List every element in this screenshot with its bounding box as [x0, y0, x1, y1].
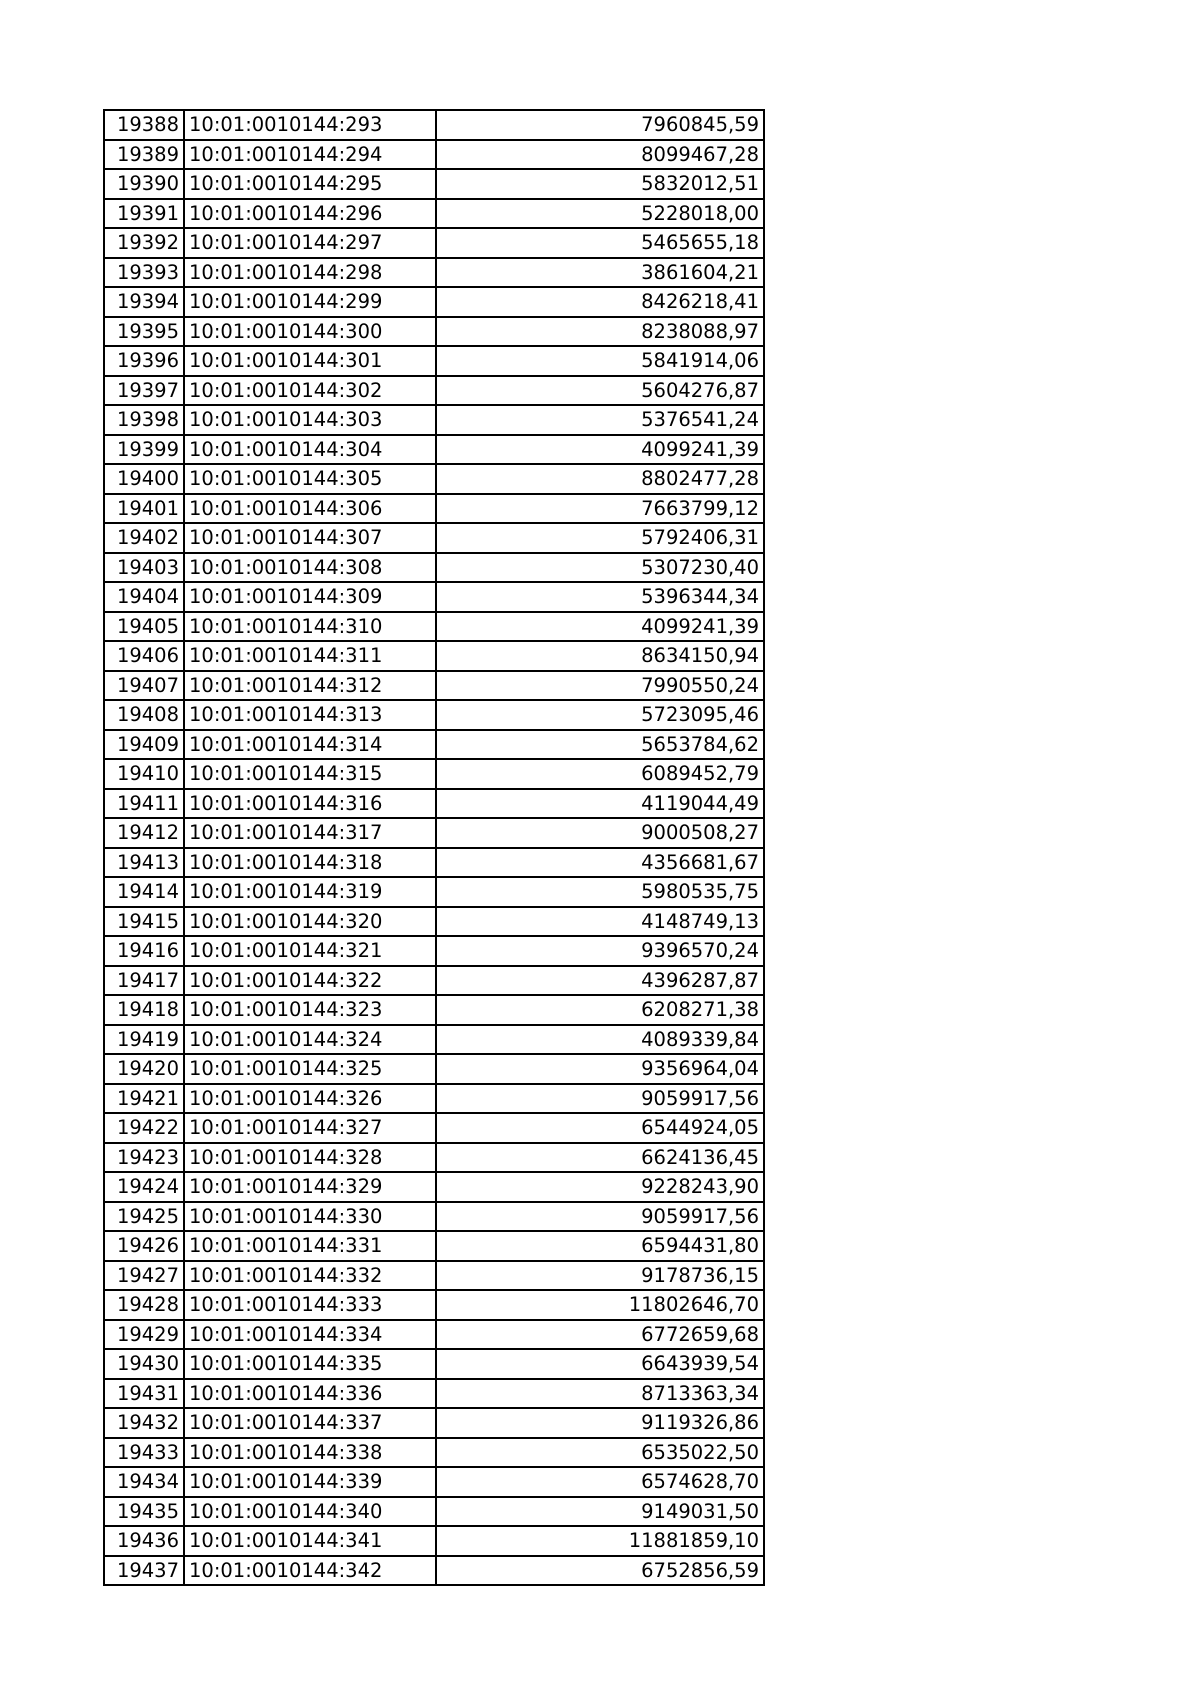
cadastral-number-cell: 10:01:0010144:317 — [184, 818, 436, 848]
table-row — [104, 641, 764, 671]
table-row — [104, 376, 764, 406]
row-number-cell: 19392 — [104, 228, 184, 258]
row-number-cell: 19433 — [104, 1438, 184, 1468]
row-number-cell: 19426 — [104, 1231, 184, 1261]
table-row — [104, 1290, 764, 1320]
cadastral-number-cell: 10:01:0010144:299 — [184, 287, 436, 317]
value-cell: 6594431,80 — [436, 1231, 764, 1261]
table-row — [104, 582, 764, 612]
table-row — [104, 1556, 764, 1586]
table-row — [104, 199, 764, 229]
cadastral-number-cell: 10:01:0010144:313 — [184, 700, 436, 730]
cadastral-number-cell: 10:01:0010144:339 — [184, 1467, 436, 1497]
table-row — [104, 612, 764, 642]
row-number-cell: 19418 — [104, 995, 184, 1025]
row-number-cell: 19400 — [104, 464, 184, 494]
row-number-cell: 19412 — [104, 818, 184, 848]
row-number-cell: 19396 — [104, 346, 184, 376]
table-row — [104, 907, 764, 937]
value-cell: 5376541,24 — [436, 405, 764, 435]
cadastral-number-cell: 10:01:0010144:309 — [184, 582, 436, 612]
value-cell: 4089339,84 — [436, 1025, 764, 1055]
row-number-cell: 19389 — [104, 140, 184, 170]
table-row — [104, 346, 764, 376]
row-number-cell: 19416 — [104, 936, 184, 966]
cadastral-number-cell: 10:01:0010144:295 — [184, 169, 436, 199]
value-cell: 9119326,86 — [436, 1408, 764, 1438]
value-cell: 5307230,40 — [436, 553, 764, 583]
row-number-cell: 19427 — [104, 1261, 184, 1291]
row-number-cell: 19434 — [104, 1467, 184, 1497]
table-row — [104, 405, 764, 435]
value-cell: 4396287,87 — [436, 966, 764, 996]
table-body — [104, 110, 764, 1585]
row-number-cell: 19399 — [104, 435, 184, 465]
row-number-cell: 19409 — [104, 730, 184, 760]
table-row — [104, 818, 764, 848]
value-cell: 9059917,56 — [436, 1202, 764, 1232]
cadastral-number-cell: 10:01:0010144:316 — [184, 789, 436, 819]
value-cell: 8713363,34 — [436, 1379, 764, 1409]
value-cell: 6624136,45 — [436, 1143, 764, 1173]
value-cell: 8099467,28 — [436, 140, 764, 170]
table-row — [104, 1526, 764, 1556]
value-cell: 6535022,50 — [436, 1438, 764, 1468]
table-row — [104, 789, 764, 819]
value-cell: 7663799,12 — [436, 494, 764, 524]
value-cell: 6752856,59 — [436, 1556, 764, 1586]
table-row — [104, 228, 764, 258]
cadastral-number-cell: 10:01:0010144:324 — [184, 1025, 436, 1055]
row-number-cell: 19407 — [104, 671, 184, 701]
cadastral-number-cell: 10:01:0010144:321 — [184, 936, 436, 966]
row-number-cell: 19414 — [104, 877, 184, 907]
value-cell: 4099241,39 — [436, 612, 764, 642]
table-row — [104, 435, 764, 465]
table-row — [104, 700, 764, 730]
value-cell: 6544924,05 — [436, 1113, 764, 1143]
row-number-cell: 19436 — [104, 1526, 184, 1556]
table-row — [104, 287, 764, 317]
cadastral-number-cell: 10:01:0010144:294 — [184, 140, 436, 170]
cadastral-number-cell: 10:01:0010144:312 — [184, 671, 436, 701]
cadastral-number-cell: 10:01:0010144:297 — [184, 228, 436, 258]
row-number-cell: 19388 — [104, 110, 184, 140]
value-cell: 9059917,56 — [436, 1084, 764, 1114]
value-cell: 5653784,62 — [436, 730, 764, 760]
data-table — [103, 109, 765, 1586]
cadastral-number-cell: 10:01:0010144:305 — [184, 464, 436, 494]
table-row — [104, 110, 764, 140]
table-row — [104, 1025, 764, 1055]
value-cell: 11802646,70 — [436, 1290, 764, 1320]
table-row — [104, 523, 764, 553]
value-cell: 8802477,28 — [436, 464, 764, 494]
row-number-cell: 19413 — [104, 848, 184, 878]
table-row — [104, 1054, 764, 1084]
row-number-cell: 19415 — [104, 907, 184, 937]
row-number-cell: 19390 — [104, 169, 184, 199]
cadastral-number-cell: 10:01:0010144:329 — [184, 1172, 436, 1202]
value-cell: 4356681,67 — [436, 848, 764, 878]
row-number-cell: 19397 — [104, 376, 184, 406]
cadastral-number-cell: 10:01:0010144:303 — [184, 405, 436, 435]
row-number-cell: 19432 — [104, 1408, 184, 1438]
cadastral-number-cell: 10:01:0010144:323 — [184, 995, 436, 1025]
table-row — [104, 848, 764, 878]
value-cell: 5980535,75 — [436, 877, 764, 907]
row-number-cell: 19398 — [104, 405, 184, 435]
value-cell: 8238088,97 — [436, 317, 764, 347]
value-cell: 11881859,10 — [436, 1526, 764, 1556]
table-row — [104, 877, 764, 907]
table-row — [104, 1349, 764, 1379]
value-cell: 6772659,68 — [436, 1320, 764, 1350]
row-number-cell: 19428 — [104, 1290, 184, 1320]
cadastral-number-cell: 10:01:0010144:327 — [184, 1113, 436, 1143]
row-number-cell: 19417 — [104, 966, 184, 996]
cadastral-number-cell: 10:01:0010144:322 — [184, 966, 436, 996]
table-row — [104, 258, 764, 288]
row-number-cell: 19394 — [104, 287, 184, 317]
value-cell: 6643939,54 — [436, 1349, 764, 1379]
table-row — [104, 1438, 764, 1468]
cadastral-number-cell: 10:01:0010144:334 — [184, 1320, 436, 1350]
row-number-cell: 19410 — [104, 759, 184, 789]
cadastral-number-cell: 10:01:0010144:302 — [184, 376, 436, 406]
value-cell: 6089452,79 — [436, 759, 764, 789]
value-cell: 5604276,87 — [436, 376, 764, 406]
row-number-cell: 19405 — [104, 612, 184, 642]
value-cell: 9149031,50 — [436, 1497, 764, 1527]
row-number-cell: 19391 — [104, 199, 184, 229]
table-row — [104, 1408, 764, 1438]
cadastral-number-cell: 10:01:0010144:318 — [184, 848, 436, 878]
table-row — [104, 995, 764, 1025]
cadastral-number-cell: 10:01:0010144:341 — [184, 1526, 436, 1556]
value-cell: 9000508,27 — [436, 818, 764, 848]
value-cell: 4119044,49 — [436, 789, 764, 819]
table-row — [104, 759, 764, 789]
row-number-cell: 19403 — [104, 553, 184, 583]
value-cell: 6208271,38 — [436, 995, 764, 1025]
cadastral-number-cell: 10:01:0010144:314 — [184, 730, 436, 760]
cadastral-number-cell: 10:01:0010144:342 — [184, 1556, 436, 1586]
value-cell: 5465655,18 — [436, 228, 764, 258]
row-number-cell: 19437 — [104, 1556, 184, 1586]
cadastral-number-cell: 10:01:0010144:335 — [184, 1349, 436, 1379]
cadastral-number-cell: 10:01:0010144:308 — [184, 553, 436, 583]
table-row — [104, 1231, 764, 1261]
cadastral-number-cell: 10:01:0010144:340 — [184, 1497, 436, 1527]
table-row — [104, 553, 764, 583]
cadastral-number-cell: 10:01:0010144:293 — [184, 110, 436, 140]
cadastral-number-cell: 10:01:0010144:338 — [184, 1438, 436, 1468]
table-row — [104, 317, 764, 347]
row-number-cell: 19430 — [104, 1349, 184, 1379]
row-number-cell: 19406 — [104, 641, 184, 671]
row-number-cell: 19429 — [104, 1320, 184, 1350]
value-cell: 7990550,24 — [436, 671, 764, 701]
table-row — [104, 730, 764, 760]
table-row — [104, 169, 764, 199]
row-number-cell: 19411 — [104, 789, 184, 819]
cadastral-number-cell: 10:01:0010144:301 — [184, 346, 436, 376]
table-row — [104, 1143, 764, 1173]
cadastral-number-cell: 10:01:0010144:330 — [184, 1202, 436, 1232]
value-cell: 7960845,59 — [436, 110, 764, 140]
value-cell: 9396570,24 — [436, 936, 764, 966]
cadastral-number-cell: 10:01:0010144:307 — [184, 523, 436, 553]
row-number-cell: 19395 — [104, 317, 184, 347]
cadastral-number-cell: 10:01:0010144:325 — [184, 1054, 436, 1084]
value-cell: 9228243,90 — [436, 1172, 764, 1202]
value-cell: 5832012,51 — [436, 169, 764, 199]
value-cell: 6574628,70 — [436, 1467, 764, 1497]
table-row — [104, 1113, 764, 1143]
value-cell: 8426218,41 — [436, 287, 764, 317]
value-cell: 9178736,15 — [436, 1261, 764, 1291]
table-row — [104, 936, 764, 966]
table-row — [104, 671, 764, 701]
table-row — [104, 1261, 764, 1291]
row-number-cell: 19408 — [104, 700, 184, 730]
row-number-cell: 19421 — [104, 1084, 184, 1114]
cadastral-number-cell: 10:01:0010144:328 — [184, 1143, 436, 1173]
table-row — [104, 1084, 764, 1114]
cadastral-number-cell: 10:01:0010144:332 — [184, 1261, 436, 1291]
cadastral-number-cell: 10:01:0010144:311 — [184, 641, 436, 671]
value-cell: 5228018,00 — [436, 199, 764, 229]
cadastral-number-cell: 10:01:0010144:310 — [184, 612, 436, 642]
table-row — [104, 966, 764, 996]
cadastral-number-cell: 10:01:0010144:306 — [184, 494, 436, 524]
row-number-cell: 19393 — [104, 258, 184, 288]
row-number-cell: 19401 — [104, 494, 184, 524]
row-number-cell: 19435 — [104, 1497, 184, 1527]
value-cell: 5723095,46 — [436, 700, 764, 730]
value-cell: 3861604,21 — [436, 258, 764, 288]
table-row — [104, 464, 764, 494]
value-cell: 5792406,31 — [436, 523, 764, 553]
value-cell: 4148749,13 — [436, 907, 764, 937]
table-row — [104, 1172, 764, 1202]
cadastral-number-cell: 10:01:0010144:319 — [184, 877, 436, 907]
table-row — [104, 1497, 764, 1527]
cadastral-number-cell: 10:01:0010144:300 — [184, 317, 436, 347]
table-row — [104, 494, 764, 524]
cadastral-number-cell: 10:01:0010144:315 — [184, 759, 436, 789]
value-cell: 9356964,04 — [436, 1054, 764, 1084]
value-cell: 8634150,94 — [436, 641, 764, 671]
table-row — [104, 140, 764, 170]
value-cell: 5396344,34 — [436, 582, 764, 612]
row-number-cell: 19425 — [104, 1202, 184, 1232]
row-number-cell: 19424 — [104, 1172, 184, 1202]
value-cell: 4099241,39 — [436, 435, 764, 465]
cadastral-number-cell: 10:01:0010144:298 — [184, 258, 436, 288]
table-row — [104, 1320, 764, 1350]
cadastral-number-cell: 10:01:0010144:320 — [184, 907, 436, 937]
row-number-cell: 19423 — [104, 1143, 184, 1173]
value-cell: 5841914,06 — [436, 346, 764, 376]
table-row — [104, 1467, 764, 1497]
cadastral-number-cell: 10:01:0010144:304 — [184, 435, 436, 465]
row-number-cell: 19402 — [104, 523, 184, 553]
cadastral-number-cell: 10:01:0010144:337 — [184, 1408, 436, 1438]
cadastral-number-cell: 10:01:0010144:326 — [184, 1084, 436, 1114]
row-number-cell: 19420 — [104, 1054, 184, 1084]
row-number-cell: 19422 — [104, 1113, 184, 1143]
table-row — [104, 1379, 764, 1409]
cadastral-number-cell: 10:01:0010144:331 — [184, 1231, 436, 1261]
table-row — [104, 1202, 764, 1232]
cadastral-number-cell: 10:01:0010144:333 — [184, 1290, 436, 1320]
row-number-cell: 19419 — [104, 1025, 184, 1055]
cadastral-number-cell: 10:01:0010144:296 — [184, 199, 436, 229]
row-number-cell: 19431 — [104, 1379, 184, 1409]
row-number-cell: 19404 — [104, 582, 184, 612]
cadastral-number-cell: 10:01:0010144:336 — [184, 1379, 436, 1409]
